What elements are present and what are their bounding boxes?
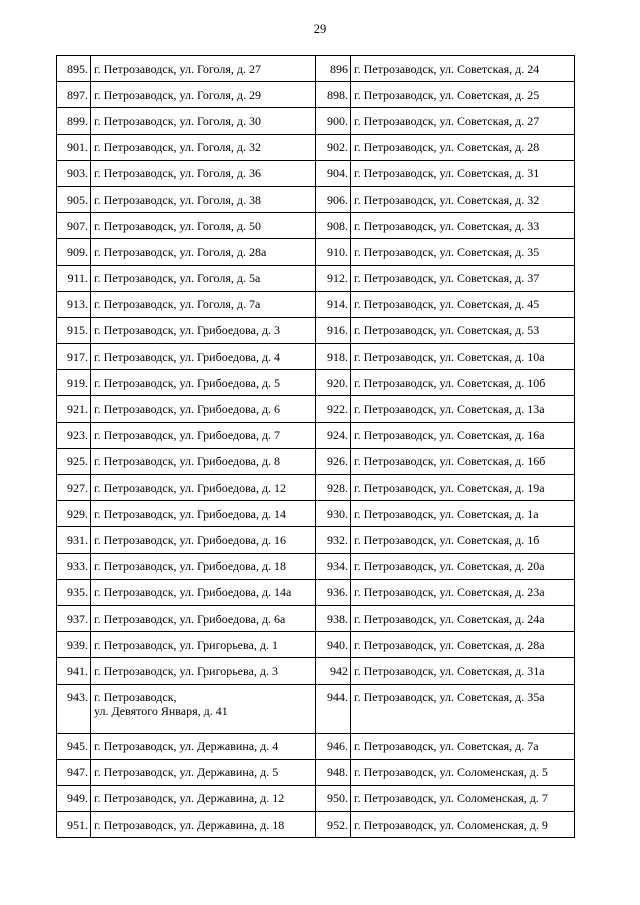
- table-row: [57, 396, 575, 422]
- table-row: [57, 134, 575, 160]
- address-right: г. Петрозаводск, ул. Соломенская, д. 9: [351, 812, 575, 838]
- row-number-right: 950.: [316, 785, 351, 811]
- row-number-right: 942: [316, 658, 351, 684]
- row-number-left: 899.: [57, 108, 91, 134]
- address-right: г. Петрозаводск, ул. Советская, д. 31а: [351, 658, 575, 684]
- row-number-left: 901.: [57, 134, 91, 160]
- row-number-left: 917.: [57, 344, 91, 370]
- row-number-right: 898.: [316, 82, 351, 108]
- row-number-left: 931.: [57, 527, 91, 553]
- address-table: [56, 55, 575, 838]
- address-right: г. Петрозаводск, ул. Советская, д. 32: [351, 186, 575, 212]
- address-left: г. Петрозаводск, ул. Гоголя, д. 7а: [91, 291, 316, 317]
- row-number-left: 929.: [57, 501, 91, 527]
- row-number-left: 925.: [57, 448, 91, 474]
- row-number-right: 938.: [316, 605, 351, 631]
- row-number-right: 904.: [316, 160, 351, 186]
- address-right: г. Петрозаводск, ул. Советская, д. 25: [351, 82, 575, 108]
- address-right: г. Петрозаводск, ул. Советская, д. 24: [351, 56, 575, 82]
- table-row: [57, 501, 575, 527]
- row-number-right: 944.: [316, 684, 351, 733]
- row-number-right: 926.: [316, 448, 351, 474]
- address-right: г. Петрозаводск, ул. Советская, д. 35а: [351, 684, 575, 733]
- row-number-left: 941.: [57, 658, 91, 684]
- row-number-right: 896: [316, 56, 351, 82]
- address-left: г. Петрозаводск, ул. Державина, д. 5: [91, 759, 316, 785]
- table-row: [57, 527, 575, 553]
- table-row: [57, 759, 575, 785]
- row-number-left: 927.: [57, 475, 91, 501]
- table-row: [57, 291, 575, 317]
- address-left: г. Петрозаводск, ул. Державина, д. 18: [91, 812, 316, 838]
- row-number-left: 903.: [57, 160, 91, 186]
- row-number-right: 918.: [316, 344, 351, 370]
- row-number-right: 908.: [316, 213, 351, 239]
- table-row: [57, 213, 575, 239]
- address-left: г. Петрозаводск, ул. Грибоедова, д. 3: [91, 317, 316, 343]
- table-row: [57, 265, 575, 291]
- address-right: г. Петрозаводск, ул. Советская, д. 24а: [351, 605, 575, 631]
- row-number-right: 914.: [316, 291, 351, 317]
- row-number-right: 900.: [316, 108, 351, 134]
- row-number-left: 937.: [57, 605, 91, 631]
- address-left: г. Петрозаводск, ул. Гоголя, д. 30: [91, 108, 316, 134]
- row-number-right: 936.: [316, 579, 351, 605]
- table-row: [57, 82, 575, 108]
- row-number-right: 924.: [316, 422, 351, 448]
- address-right: г. Петрозаводск, ул. Советская, д. 23а: [351, 579, 575, 605]
- address-left: г. Петрозаводск, ул. Грибоедова, д. 18: [91, 553, 316, 579]
- address-left: г. Петрозаводск, ул. Грибоедова, д. 16: [91, 527, 316, 553]
- address-right: г. Петрозаводск, ул. Советская, д. 33: [351, 213, 575, 239]
- row-number-right: 912.: [316, 265, 351, 291]
- table-row: [57, 684, 575, 733]
- row-number-right: 940.: [316, 632, 351, 658]
- row-number-right: 934.: [316, 553, 351, 579]
- row-number-left: 933.: [57, 553, 91, 579]
- table-row: [57, 422, 575, 448]
- row-number-left: 907.: [57, 213, 91, 239]
- address-left: г. Петрозаводск, ул. Гоголя, д. 32: [91, 134, 316, 160]
- address-right: г. Петрозаводск, ул. Советская, д. 19а: [351, 475, 575, 501]
- table-row: [57, 344, 575, 370]
- row-number-left: 913.: [57, 291, 91, 317]
- address-right: г. Петрозаводск, ул. Советская, д. 28а: [351, 632, 575, 658]
- row-number-left: 945.: [57, 733, 91, 759]
- row-number-right: 932.: [316, 527, 351, 553]
- address-right: г. Петрозаводск, ул. Соломенская, д. 5: [351, 759, 575, 785]
- address-left: г. Петрозаводск, ул. Грибоедова, д. 14: [91, 501, 316, 527]
- row-number-left: 923.: [57, 422, 91, 448]
- address-left: г. Петрозаводск, ул. Гоголя, д. 38: [91, 186, 316, 212]
- address-left: г. Петрозаводск, ул. Грибоедова, д. 5: [91, 370, 316, 396]
- address-left: г. Петрозаводск, ул. Грибоедова, д. 12: [91, 475, 316, 501]
- address-right: г. Петрозаводск, ул. Советская, д. 13а: [351, 396, 575, 422]
- row-number-left: 915.: [57, 317, 91, 343]
- page-number: 29: [313, 22, 327, 36]
- table-row: [57, 553, 575, 579]
- table-row: [57, 632, 575, 658]
- table-row: [57, 605, 575, 631]
- address-left: г. Петрозаводск, ул. Грибоедова, д. 7: [91, 422, 316, 448]
- row-number-right: 910.: [316, 239, 351, 265]
- address-right: г. Петрозаводск, ул. Советская, д. 10б: [351, 370, 575, 396]
- table-row: [57, 56, 575, 82]
- row-number-right: 952.: [316, 812, 351, 838]
- address-left: г. Петрозаводск, ул. Гоголя, д. 28а: [91, 239, 316, 265]
- table-row: [57, 475, 575, 501]
- address-right: г. Петрозаводск, ул. Советская, д. 27: [351, 108, 575, 134]
- address-left: г. Петрозаводск, ул. Грибоедова, д. 6: [91, 396, 316, 422]
- address-left: г. Петрозаводск, ул. Грибоедова, д. 14а: [91, 579, 316, 605]
- row-number-left: 939.: [57, 632, 91, 658]
- address-right: г. Петрозаводск, ул. Советская, д. 16а: [351, 422, 575, 448]
- row-number-left: 919.: [57, 370, 91, 396]
- row-number-left: 947.: [57, 759, 91, 785]
- address-left: г. Петрозаводск, ул. Державина, д. 4: [91, 733, 316, 759]
- row-number-left: 911.: [57, 265, 91, 291]
- table-row: [57, 108, 575, 134]
- address-left: г. Петрозаводск, ул. Грибоедова, д. 8: [91, 448, 316, 474]
- row-number-right: 928.: [316, 475, 351, 501]
- row-number-right: 916.: [316, 317, 351, 343]
- address-right: г. Петрозаводск, ул. Советская, д. 1а: [351, 501, 575, 527]
- address-left: г. Петрозаводск, ул. Грибоедова, д. 6а: [91, 605, 316, 631]
- address-right: г. Петрозаводск, ул. Соломенская, д. 7: [351, 785, 575, 811]
- row-number-right: 906.: [316, 186, 351, 212]
- table-row: [57, 785, 575, 811]
- address-right: г. Петрозаводск, ул. Советская, д. 7а: [351, 733, 575, 759]
- address-left: г. Петрозаводск, ул. Гоголя, д. 36: [91, 160, 316, 186]
- row-number-left: 909.: [57, 239, 91, 265]
- table-row: [57, 239, 575, 265]
- address-left: г. Петрозаводск, ул. Девятого Января, д. 41: [91, 684, 316, 733]
- table-row: [57, 186, 575, 212]
- address-right: г. Петрозаводск, ул. Советская, д. 20а: [351, 553, 575, 579]
- row-number-right: 946.: [316, 733, 351, 759]
- row-number-left: 905.: [57, 186, 91, 212]
- row-number-left: 897.: [57, 82, 91, 108]
- address-left: г. Петрозаводск, ул. Григорьева, д. 1: [91, 632, 316, 658]
- row-number-right: 920.: [316, 370, 351, 396]
- row-number-right: 902.: [316, 134, 351, 160]
- address-right: г. Петрозаводск, ул. Советская, д. 37: [351, 265, 575, 291]
- row-number-right: 930.: [316, 501, 351, 527]
- row-number-left: 895.: [57, 56, 91, 82]
- address-right: г. Петрозаводск, ул. Советская, д. 35: [351, 239, 575, 265]
- address-left: г. Петрозаводск, ул. Гоголя, д. 29: [91, 82, 316, 108]
- address-right: г. Петрозаводск, ул. Советская, д. 28: [351, 134, 575, 160]
- address-right: г. Петрозаводск, ул. Советская, д. 16б: [351, 448, 575, 474]
- row-number-right: 922.: [316, 396, 351, 422]
- table-row: [57, 370, 575, 396]
- row-number-left: 921.: [57, 396, 91, 422]
- address-left: г. Петрозаводск, ул. Державина, д. 12: [91, 785, 316, 811]
- row-number-right: 948.: [316, 759, 351, 785]
- address-left: г. Петрозаводск, ул. Гоголя, д. 5а: [91, 265, 316, 291]
- address-table-body: [57, 56, 575, 838]
- table-row: [57, 733, 575, 759]
- table-row: [57, 317, 575, 343]
- table-row: [57, 160, 575, 186]
- address-right: г. Петрозаводск, ул. Советская, д. 1б: [351, 527, 575, 553]
- table-row: [57, 579, 575, 605]
- address-left: г. Петрозаводск, ул. Грибоедова, д. 4: [91, 344, 316, 370]
- address-right: г. Петрозаводск, ул. Советская, д. 53: [351, 317, 575, 343]
- table-row: [57, 448, 575, 474]
- row-number-left: 949.: [57, 785, 91, 811]
- row-number-left: 943.: [57, 684, 91, 733]
- table-row: [57, 812, 575, 838]
- address-left: г. Петрозаводск, ул. Гоголя, д. 27: [91, 56, 316, 82]
- address-right: г. Петрозаводск, ул. Советская, д. 45: [351, 291, 575, 317]
- address-left: г. Петрозаводск, ул. Гоголя, д. 50: [91, 213, 316, 239]
- address-left: г. Петрозаводск, ул. Григорьева, д. 3: [91, 658, 316, 684]
- address-right: г. Петрозаводск, ул. Советская, д. 10а: [351, 344, 575, 370]
- table-row: [57, 658, 575, 684]
- address-right: г. Петрозаводск, ул. Советская, д. 31: [351, 160, 575, 186]
- row-number-left: 951.: [57, 812, 91, 838]
- row-number-left: 935.: [57, 579, 91, 605]
